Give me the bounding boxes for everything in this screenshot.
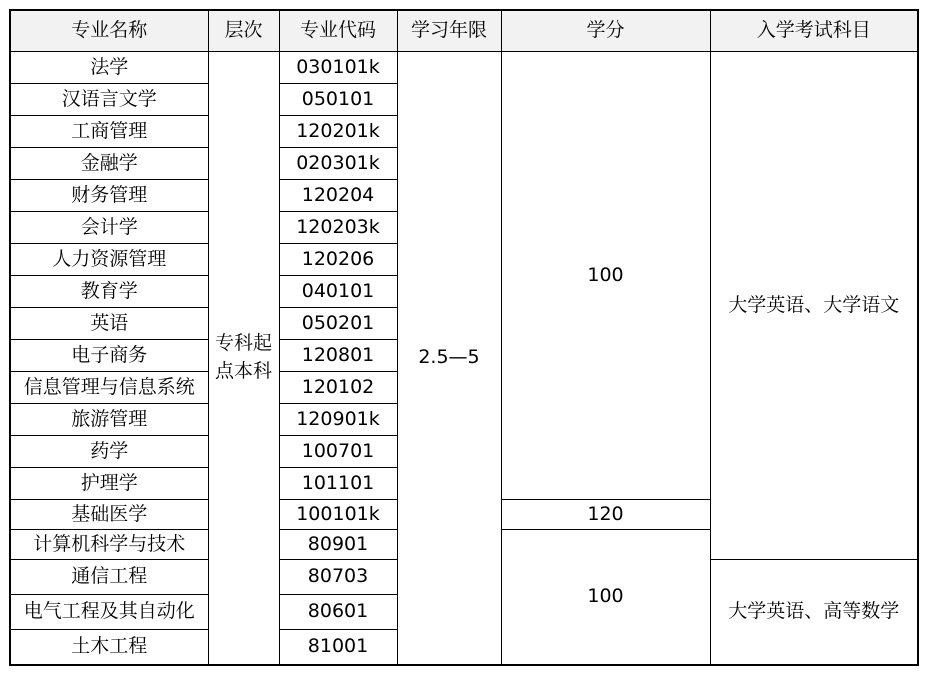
exam-subjects-cell-group1: 大学英语、大学语文 (710, 52, 918, 560)
header-level: 层次 (208, 10, 279, 52)
major-code-cell: 80601 (279, 595, 397, 630)
major-code-cell: 030101k (279, 52, 397, 84)
major-code-cell: 120201k (279, 116, 397, 148)
major-code-cell: 050101 (279, 84, 397, 116)
major-name-cell: 信息管理与信息系统 (10, 372, 208, 404)
major-code-cell: 81001 (279, 630, 397, 665)
major-name-cell: 旅游管理 (10, 404, 208, 436)
major-name-cell: 计算机科学与技术 (10, 530, 208, 560)
major-name-cell: 通信工程 (10, 560, 208, 595)
major-name-cell: 英语 (10, 308, 208, 340)
level-text: 专科起点本科 (215, 332, 273, 382)
major-code-cell: 100101k (279, 500, 397, 530)
major-name-cell: 汉语言文学 (10, 84, 208, 116)
major-name-cell: 法学 (10, 52, 208, 84)
major-name-cell: 土木工程 (10, 630, 208, 665)
major-code-cell: 020301k (279, 148, 397, 180)
major-code-cell: 120901k (279, 404, 397, 436)
major-code-cell: 80703 (279, 560, 397, 595)
major-code-cell: 120204 (279, 180, 397, 212)
header-credits: 学分 (501, 10, 710, 52)
level-cell (208, 52, 279, 665)
major-code-cell: 040101 (279, 276, 397, 308)
major-name-cell: 金融学 (10, 148, 208, 180)
header-major-name: 专业名称 (10, 10, 208, 52)
major-name-cell: 工商管理 (10, 116, 208, 148)
table-row (10, 52, 918, 84)
major-name-cell: 电气工程及其自动化 (10, 595, 208, 630)
header-row (10, 10, 918, 52)
major-code-cell: 80901 (279, 530, 397, 560)
study-years-cell: 2.5—5 (397, 52, 501, 665)
exam-subjects-cell-group2: 大学英语、高等数学 (710, 560, 918, 665)
major-name-cell: 财务管理 (10, 180, 208, 212)
major-name-cell: 电子商务 (10, 340, 208, 372)
major-code-cell: 120206 (279, 244, 397, 276)
major-name-cell: 人力资源管理 (10, 244, 208, 276)
major-name-cell: 护理学 (10, 468, 208, 500)
major-code-cell: 120203k (279, 212, 397, 244)
major-code-cell: 101101 (279, 468, 397, 500)
table-header (10, 10, 918, 52)
table-body (10, 52, 918, 665)
major-name-cell: 基础医学 (10, 500, 208, 530)
credits-cell-group3: 100 (501, 530, 710, 665)
header-exam-subjects: 入学考试科目 (710, 10, 918, 52)
major-code-cell: 050201 (279, 308, 397, 340)
program-table (9, 9, 919, 666)
major-name-cell: 会计学 (10, 212, 208, 244)
credits-cell-group2: 120 (501, 500, 710, 530)
major-name-cell: 药学 (10, 436, 208, 468)
major-code-cell: 120102 (279, 372, 397, 404)
major-code-cell: 100701 (279, 436, 397, 468)
major-code-cell: 120801 (279, 340, 397, 372)
major-name-cell: 教育学 (10, 276, 208, 308)
header-major-code: 专业代码 (279, 10, 397, 52)
credits-cell-group1: 100 (501, 52, 710, 500)
header-study-years: 学习年限 (397, 10, 501, 52)
